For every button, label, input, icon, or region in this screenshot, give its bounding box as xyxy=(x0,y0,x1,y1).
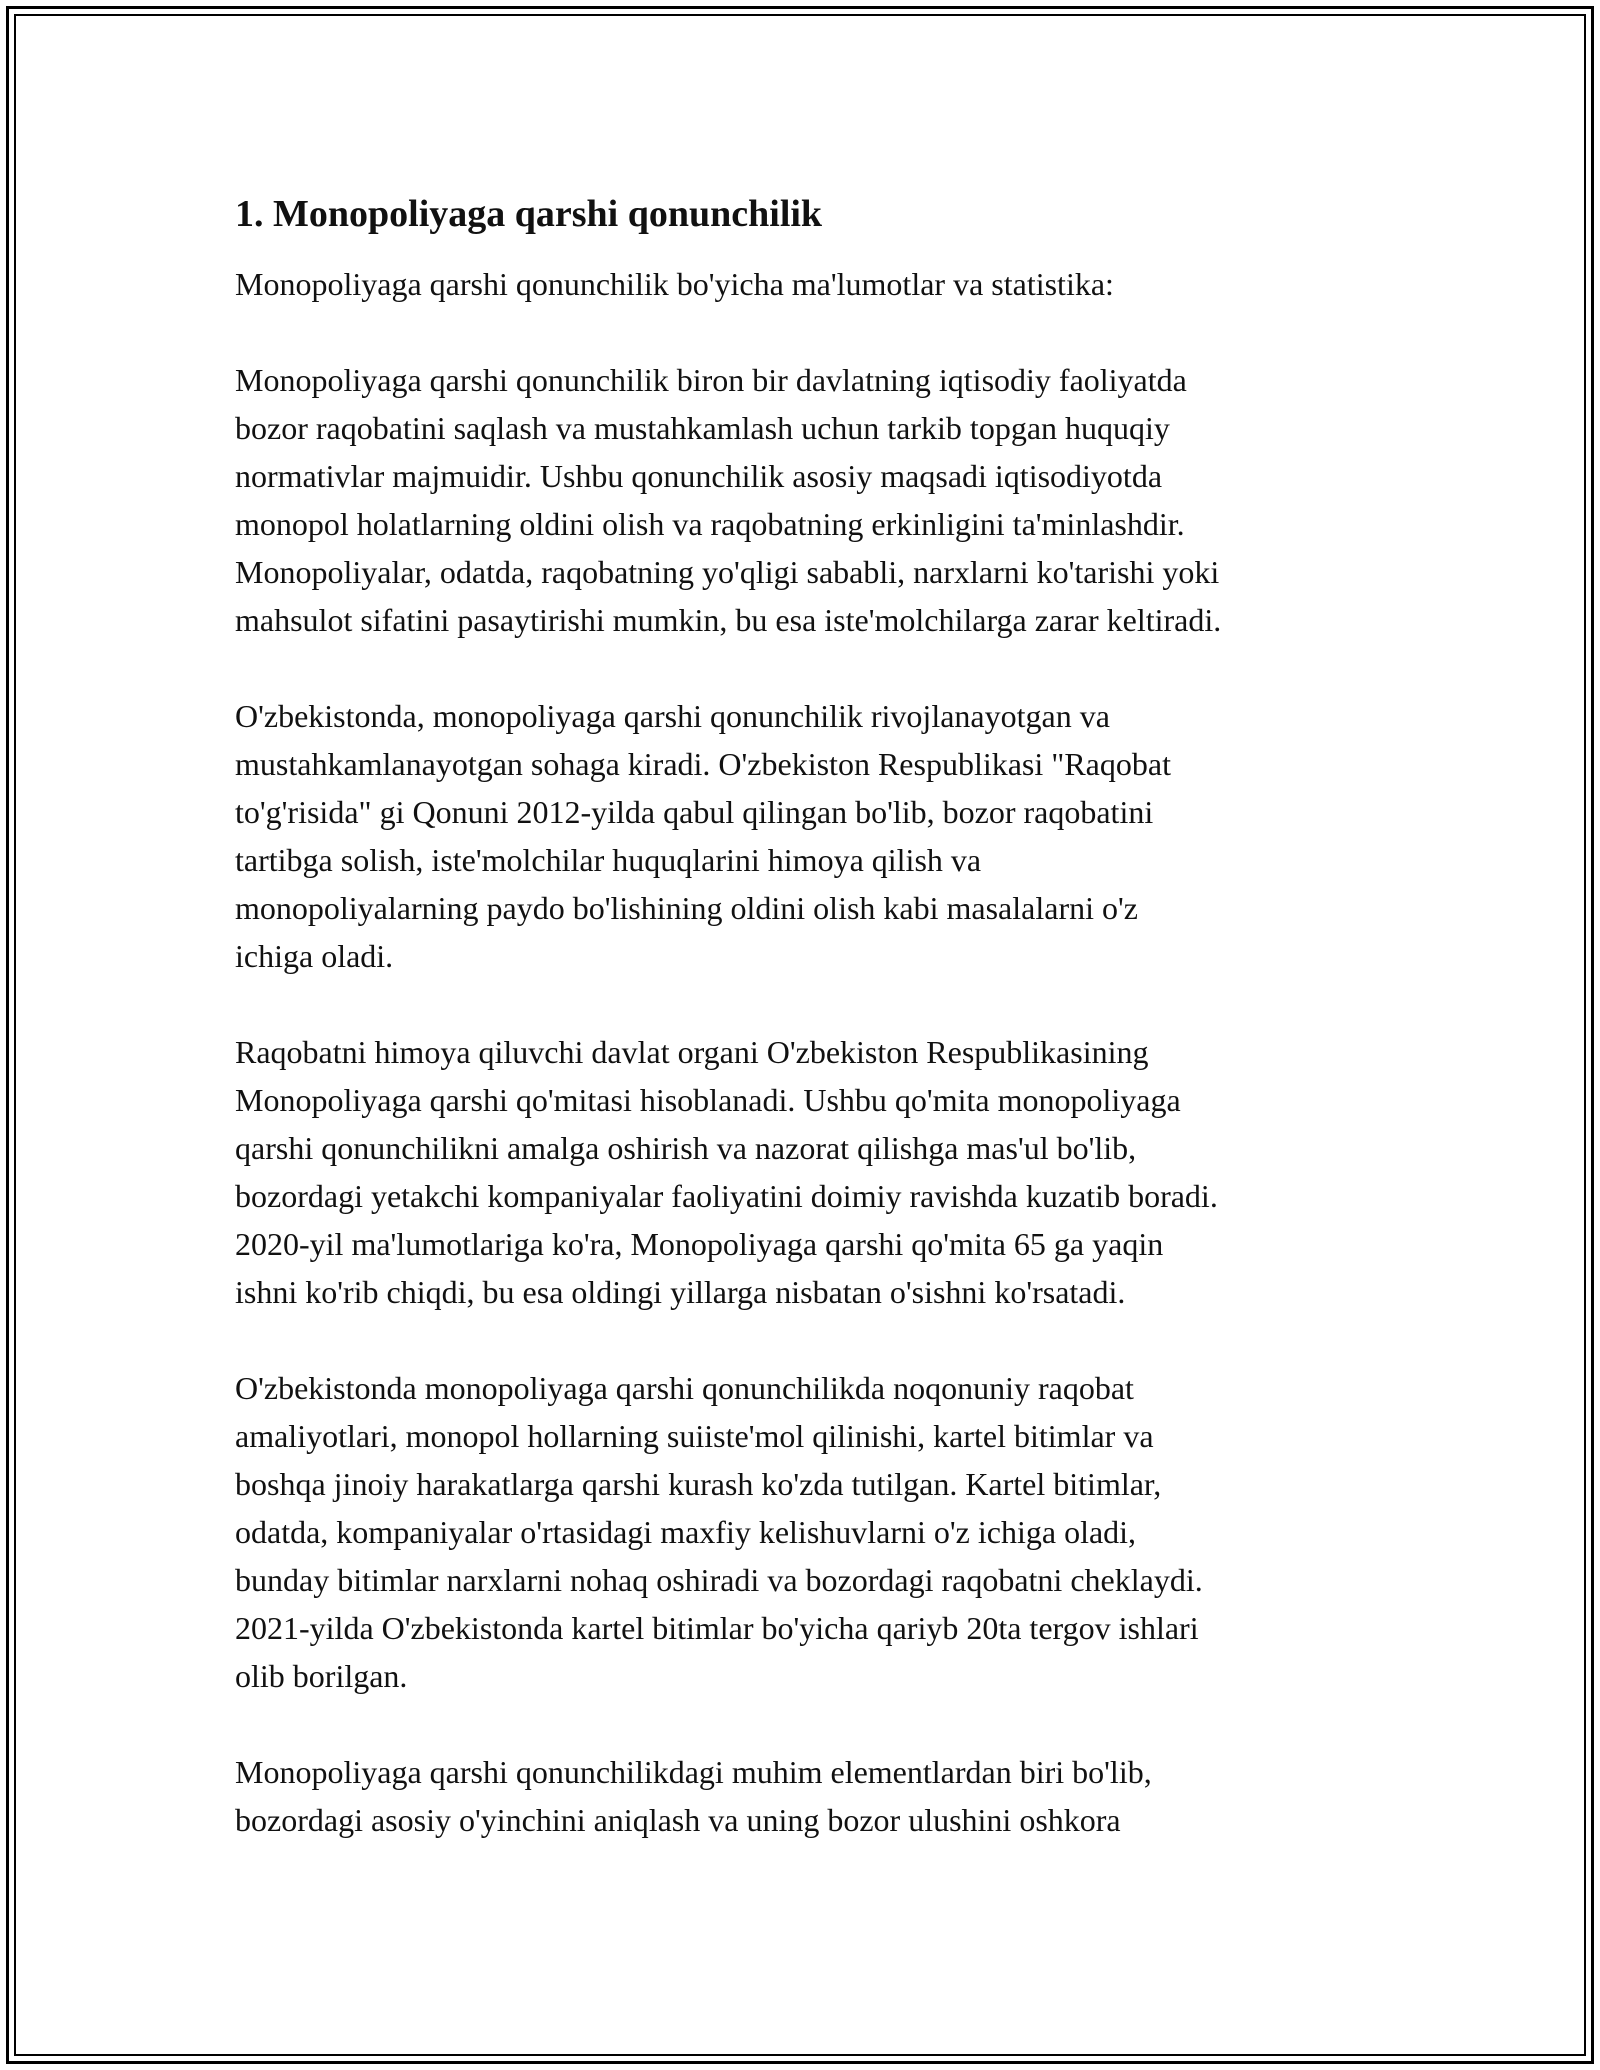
body-paragraph xyxy=(235,1364,1380,1700)
paragraph-line: qarshi qonunchilikni amalga oshirish va nazorat qilishga mas'ul bo'lib, xyxy=(235,1130,1137,1166)
paragraph-line: monopol holatlarning oldini olish va raqobatning erkinligini ta'minlashdir. xyxy=(235,506,1185,542)
document-body xyxy=(235,190,1380,1844)
paragraph-line: mustahkamlanayotgan sohaga kiradi. O'zbekiston Respublikasi "Raqobat xyxy=(235,746,1171,782)
paragraph-line: monopoliyalarning paydo bo'lishining oldini olish kabi masalalarni o'z xyxy=(235,890,1138,926)
paragraph-line: olib borilgan. xyxy=(235,1658,408,1694)
paragraph-line: ichiga oladi. xyxy=(235,938,394,974)
paragraph-line: mahsulot sifatini pasaytirishi mumkin, bu esa iste'molchilarga zarar keltiradi. xyxy=(235,602,1222,638)
paragraph-line: boshqa jinoiy harakatlarga qarshi kurash ko'zda tutilgan. Kartel bitimlar, xyxy=(235,1466,1162,1502)
paragraph-line: Monopoliyaga qarshi qo'mitasi hisoblanadi. Ushbu qo'mita monopoliyaga xyxy=(235,1082,1181,1118)
paragraph-line: ishni ko'rib chiqdi, bu esa oldingi yillarga nisbatan o'sishni ko'rsatadi. xyxy=(235,1274,1126,1310)
body-paragraph xyxy=(235,1028,1380,1316)
paragraph-line: Monopoliyalar, odatda, raqobatning yo'qligi sababli, narxlarni ko'tarishi yoki xyxy=(235,554,1220,590)
paragraph-line: 2021-yilda O'zbekistonda kartel bitimlar bo'yicha qariyb 20ta tergov ishlari xyxy=(235,1610,1199,1646)
paragraph-line: Monopoliyaga qarshi qonunchilikdagi muhim elementlardan biri bo'lib, xyxy=(235,1754,1152,1790)
paragraph-line: to'g'risida" gi Qonuni 2012-yilda qabul qilingan bo'lib, bozor raqobatini xyxy=(235,794,1154,830)
section-heading: 1. Monopoliyaga qarshi qonunchilik xyxy=(235,193,823,235)
intro-line: Monopoliyaga qarshi qonunchilik bo'yicha ma'lumotlar va statistika: xyxy=(235,266,1114,302)
body-paragraph xyxy=(235,692,1380,980)
paragraph-line: bozor raqobatini saqlash va mustahkamlash uchun tarkib topgan huquqiy xyxy=(235,410,1170,446)
paragraph-line: normativlar majmuidir. Ushbu qonunchilik asosiy maqsadi iqtisodiyotda xyxy=(235,458,1163,494)
paragraph-line: tartibga solish, iste'molchilar huquqlarini himoya qilish va xyxy=(235,842,982,878)
paragraph-line: bozordagi yetakchi kompaniyalar faoliyatini doimiy ravishda kuzatib boradi. xyxy=(235,1178,1218,1214)
paragraph-line: bunday bitimlar narxlarni nohaq oshiradi va bozordagi raqobatni cheklaydi. xyxy=(235,1562,1203,1598)
paragraph-line: bozordagi asosiy o'yinchini aniqlash va uning bozor ulushini oshkora xyxy=(235,1802,1121,1838)
paragraph-line: O'zbekistonda, monopoliyaga qarshi qonunchilik rivojlanayotgan va xyxy=(235,698,1110,734)
paragraphs-container xyxy=(235,356,1380,1844)
paragraph-line: Raqobatni himoya qiluvchi davlat organi O'zbekiston Respublikasining xyxy=(235,1034,1149,1070)
body-paragraph xyxy=(235,356,1380,644)
paragraph-line: amaliyotlari, monopol hollarning suiiste'mol qilinishi, kartel bitimlar va xyxy=(235,1418,1154,1454)
paragraph-line: odatda, kompaniyalar o'rtasidagi maxfiy kelishuvlarni o'z ichiga oladi, xyxy=(235,1514,1137,1550)
paragraph-line: 2020-yil ma'lumotlariga ko'ra, Monopoliyaga qarshi qo'mita 65 ga yaqin xyxy=(235,1226,1164,1262)
paragraph-line: Monopoliyaga qarshi qonunchilik biron bir davlatning iqtisodiy faoliyatda xyxy=(235,362,1187,398)
body-paragraph xyxy=(235,1748,1380,1844)
paragraph-line: O'zbekistonda monopoliyaga qarshi qonunchilikda noqonuniy raqobat xyxy=(235,1370,1134,1406)
